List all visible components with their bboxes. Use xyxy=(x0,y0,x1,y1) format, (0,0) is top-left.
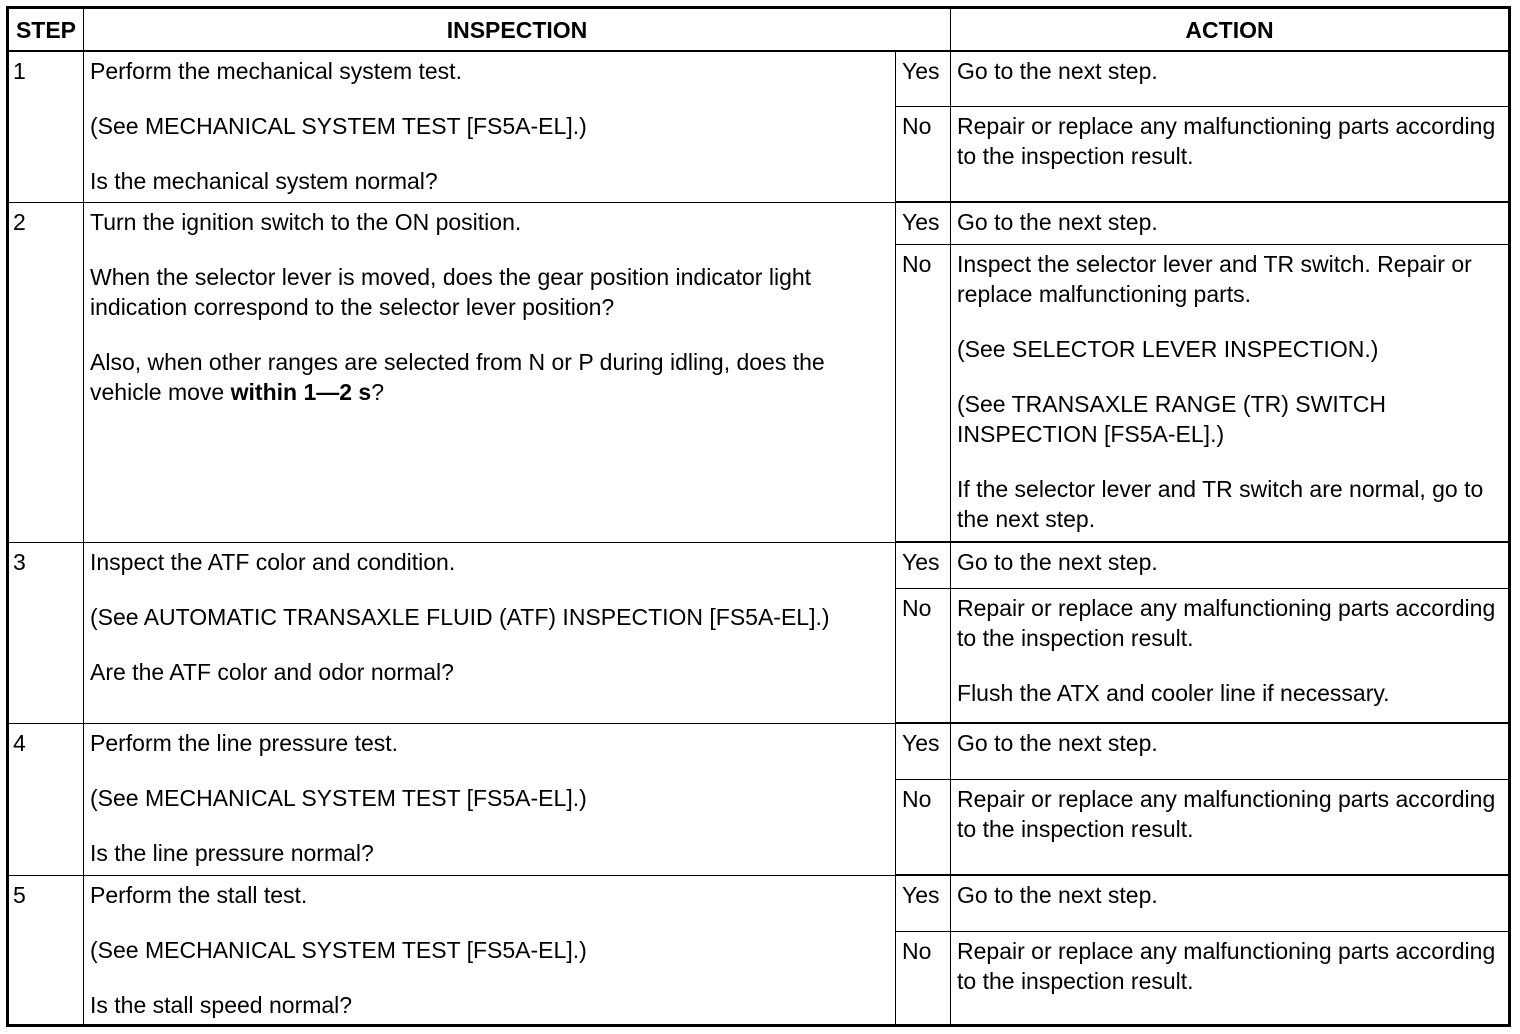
action-text: (See SELECTOR LEVER INSPECTION.) xyxy=(957,335,1379,362)
no-action xyxy=(951,106,1510,202)
no-label: No xyxy=(896,588,951,723)
step-number: 4 xyxy=(8,723,84,875)
action-text: Go to the next step. xyxy=(957,209,1158,235)
action-text: Repair or replace any malfunctioning parts according to the inspection result. xyxy=(957,594,1502,651)
no-label: No xyxy=(896,779,951,875)
action-text: (See TRANSAXLE RANGE (TR) SWITCH INSPECTION [FS5A-EL].) xyxy=(957,390,1393,447)
inspection-question: Is the mechanical system normal? xyxy=(90,168,438,194)
inspection-text: Turn the ignition switch to the ON position. xyxy=(90,208,522,235)
yes-action xyxy=(951,51,1510,106)
table-row xyxy=(8,202,1510,244)
inspection-text: (See MECHANICAL SYSTEM TEST [FS5A-EL].) xyxy=(90,784,587,811)
table-row xyxy=(8,723,1510,779)
header-step: STEP xyxy=(8,8,84,52)
step-number: 2 xyxy=(8,202,84,542)
inspection-text: When the selector lever is moved, does the gear position indicator light indication correspond to the selector lever position? xyxy=(90,263,818,320)
yes-label: Yes xyxy=(896,875,951,932)
inspection-question-end: ? xyxy=(371,378,385,405)
action-text: Go to the next step. xyxy=(957,730,1158,756)
inspection-text: Perform the line pressure test. xyxy=(90,729,399,756)
inspection-question xyxy=(90,347,889,407)
action-text: Inspect the selector lever and TR switch. Repair or replace malfunctioning parts. xyxy=(957,250,1479,307)
inspection-question-text: Also, when other ranges are selected from N or P during idling, does the vehicle move xyxy=(90,348,832,405)
inspection-question: Is the line pressure normal? xyxy=(90,839,374,866)
yes-label: Yes xyxy=(896,542,951,588)
action-text: If the selector lever and TR switch are normal, go to the next step. xyxy=(957,475,1490,532)
yes-label: Yes xyxy=(896,51,951,106)
inspection-text: Perform the stall test. xyxy=(90,881,308,908)
inspection-question: Are the ATF color and odor normal? xyxy=(90,658,454,685)
inspection-text: (See MECHANICAL SYSTEM TEST [FS5A-EL].) xyxy=(90,113,587,139)
no-action xyxy=(951,588,1510,723)
action-text: Repair or replace any malfunctioning parts according to the inspection result. xyxy=(957,938,1502,995)
no-label: No xyxy=(896,244,951,542)
action-text: Go to the next step. xyxy=(957,58,1158,84)
table-row xyxy=(8,875,1510,932)
troubleshooting-table xyxy=(6,6,1511,1027)
table-row xyxy=(8,542,1510,588)
inspection-cell xyxy=(84,723,896,875)
header-inspection: INSPECTION xyxy=(84,8,951,52)
action-text: Repair or replace any malfunctioning parts according to the inspection result. xyxy=(957,112,1502,169)
action-text: Flush the ATX and cooler line if necessary. xyxy=(957,679,1390,706)
header-row xyxy=(8,8,1510,52)
inspection-question: Is the stall speed normal? xyxy=(90,991,353,1018)
inspection-text: Inspect the ATF color and condition. xyxy=(90,548,456,575)
inspection-text: (See MECHANICAL SYSTEM TEST [FS5A-EL].) xyxy=(90,936,587,963)
no-action xyxy=(951,932,1510,1025)
inspection-cell xyxy=(84,51,896,202)
action-text: Go to the next step. xyxy=(957,549,1158,575)
table-row xyxy=(8,51,1510,106)
inspection-cell xyxy=(84,202,896,542)
no-action xyxy=(951,244,1510,542)
inspection-question-bold: within 1—2 s xyxy=(230,378,372,405)
no-action xyxy=(951,779,1510,875)
action-text: Repair or replace any malfunctioning parts according to the inspection result. xyxy=(957,785,1502,842)
action-text: Go to the next step. xyxy=(957,882,1158,908)
yes-label: Yes xyxy=(896,202,951,244)
inspection-text: (See AUTOMATIC TRANSAXLE FLUID (ATF) INSPECTION [FS5A-EL].) xyxy=(90,603,830,630)
yes-action xyxy=(951,875,1510,932)
yes-action xyxy=(951,723,1510,779)
inspection-cell xyxy=(84,542,896,723)
page xyxy=(6,6,1511,1027)
step-number: 5 xyxy=(8,875,84,1025)
yes-action xyxy=(951,542,1510,588)
step-number: 3 xyxy=(8,542,84,723)
no-label: No xyxy=(896,932,951,1025)
yes-action xyxy=(951,202,1510,244)
no-label: No xyxy=(896,106,951,202)
header-action: ACTION xyxy=(951,8,1510,52)
yes-label: Yes xyxy=(896,723,951,779)
step-number: 1 xyxy=(8,51,84,202)
inspection-cell xyxy=(84,875,896,1025)
inspection-text: Perform the mechanical system test. xyxy=(90,58,462,84)
